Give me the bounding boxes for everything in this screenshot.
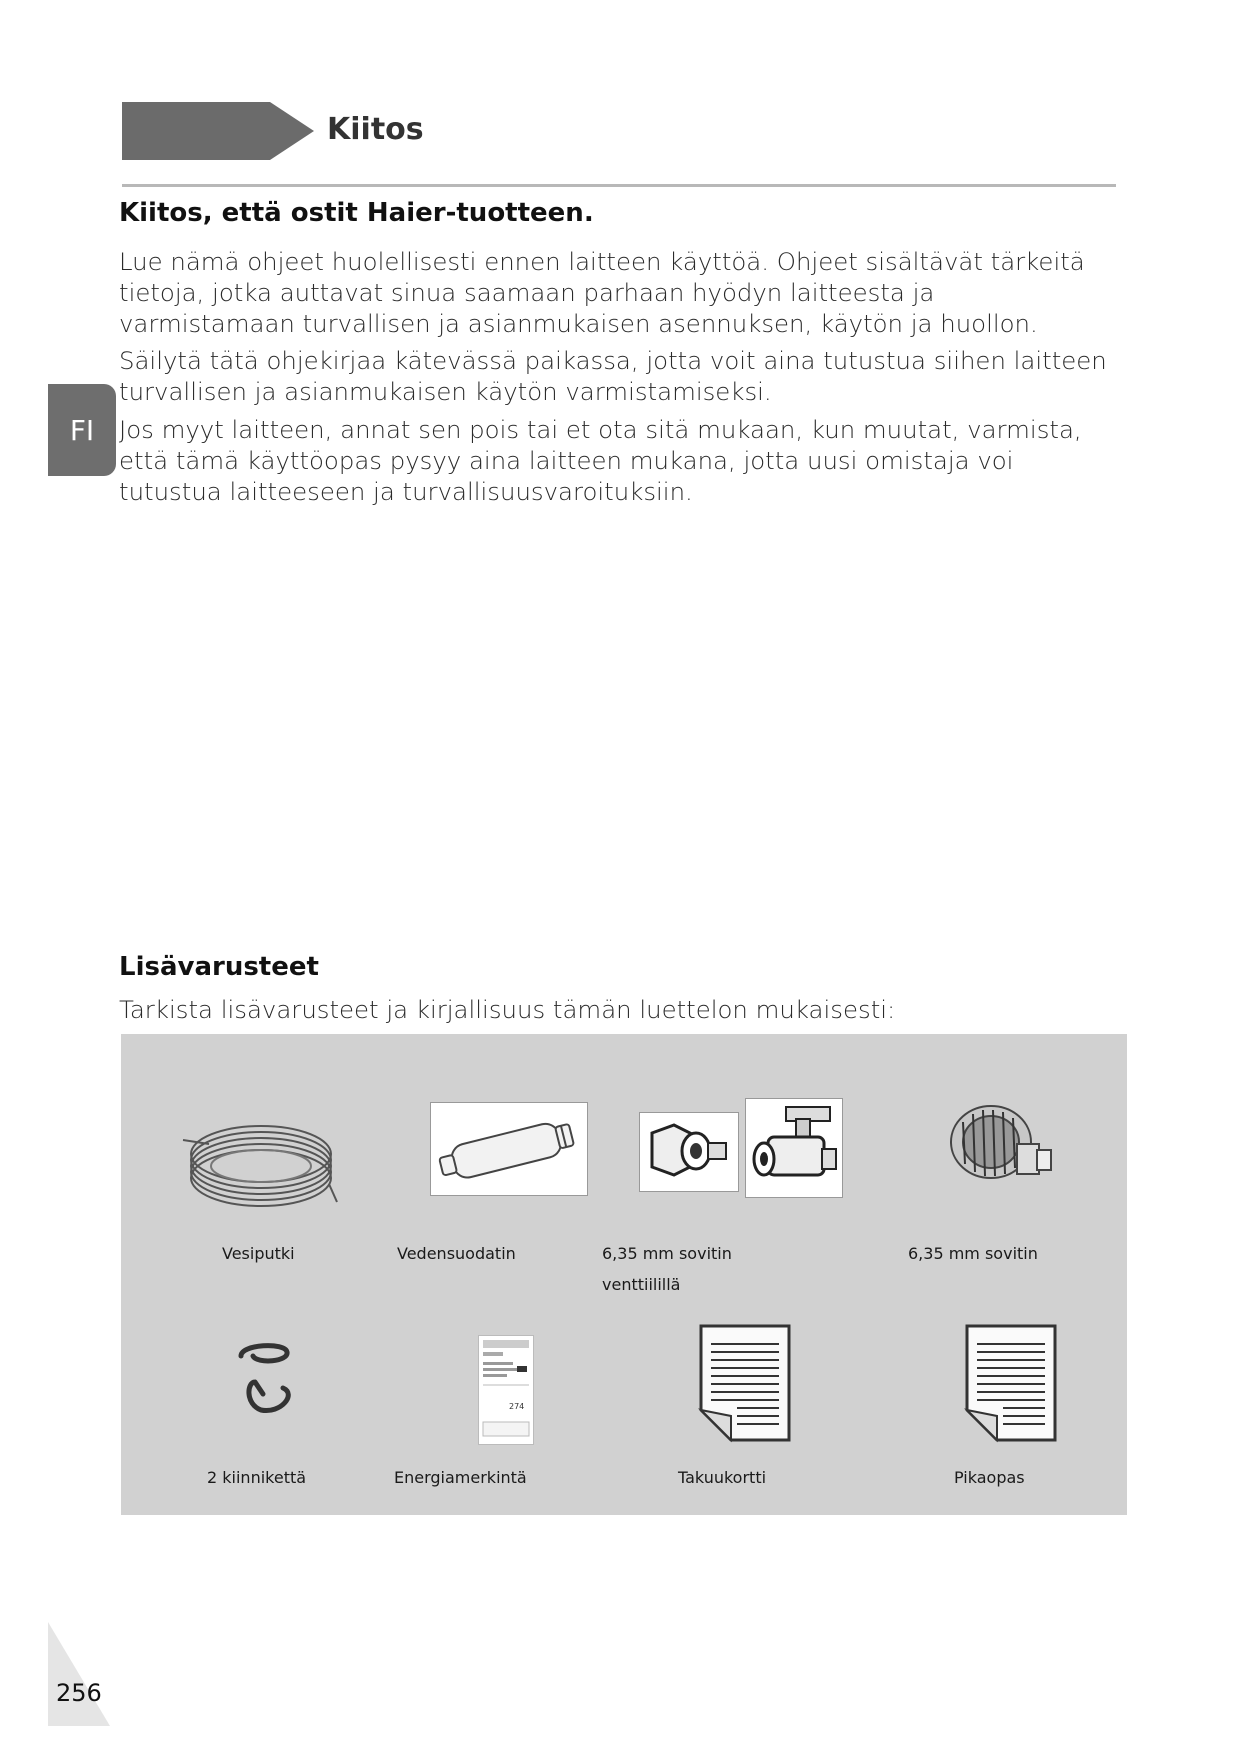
item-label-adapter-valve-line2: venttiilillä xyxy=(602,1275,681,1294)
accessories-panel xyxy=(121,1034,1127,1515)
item-label-water-pipe: Vesiputki xyxy=(222,1244,295,1263)
thanks-paragraph-1: Lue nämä ohjeet huolellisesti ennen laitteen käyttöä. Ohjeet sisältävät tärkeitä tietoja, jotka auttavat sinua saamaan parhaan hyödyn laitteesta ja varmistamaan turvallisen ja asianmukaisen asennuksen, käytön ja huollon. xyxy=(119,247,1085,338)
warranty-card-icon xyxy=(697,1322,793,1444)
adapter-with-valve-icon xyxy=(745,1098,843,1198)
thanks-paragraph-3: Jos myyt laitteen, annat sen pois tai et ota sitä mukaan, kun muutat, varmista, että tämä käyttöopas pysyy aina laitteen mukana, jotta uusi omistaja voi tutustua laitteeseen ja turvallisuusvaroituksiin. xyxy=(119,415,1082,506)
accessories-intro: Tarkista lisävarusteet ja kirjallisuus tämän luettelon mukaisesti: xyxy=(119,995,896,1024)
accessories-heading: Lisävarusteet xyxy=(119,952,319,982)
item-label-adapter-valve: 6,35 mm sovitin xyxy=(602,1244,732,1263)
item-label-quick-guide: Pikaopas xyxy=(954,1468,1025,1487)
water-filter-icon xyxy=(430,1102,588,1196)
adapter-icon xyxy=(943,1092,1063,1202)
section-title: Kiitos xyxy=(327,112,424,147)
item-label-adapter: 6,35 mm sovitin xyxy=(908,1244,1038,1263)
section-header-arrow xyxy=(122,102,314,160)
item-label-clips: 2 kiinnikettä xyxy=(207,1468,307,1487)
clips-icon xyxy=(227,1334,307,1424)
page-corner-decoration xyxy=(48,1622,110,1726)
energy-label-value: 274 xyxy=(509,1402,525,1411)
energy-label-icon xyxy=(478,1335,534,1445)
thanks-paragraph-2: Säilytä tätä ohjekirjaa kätevässä paikassa, jotta voit aina tutustua siihen laitteen turvallisen ja asianmukaisen käytön varmistamiseksi. xyxy=(119,346,1107,406)
item-label-water-filter: Vedensuodatin xyxy=(397,1244,516,1263)
header-divider xyxy=(122,184,1116,187)
item-label-warranty-card: Takuukortti xyxy=(678,1468,767,1487)
thanks-heading: Kiitos, että ostit Haier-tuotteen. xyxy=(119,198,594,228)
adapter-nut-icon xyxy=(639,1112,739,1192)
item-label-energy-label: Energiamerkintä xyxy=(394,1468,527,1487)
water-pipe-coil-icon xyxy=(179,1104,339,1214)
page-number: 256 xyxy=(56,1679,102,1707)
language-tab: FI xyxy=(48,384,116,476)
quick-guide-icon xyxy=(963,1322,1059,1444)
